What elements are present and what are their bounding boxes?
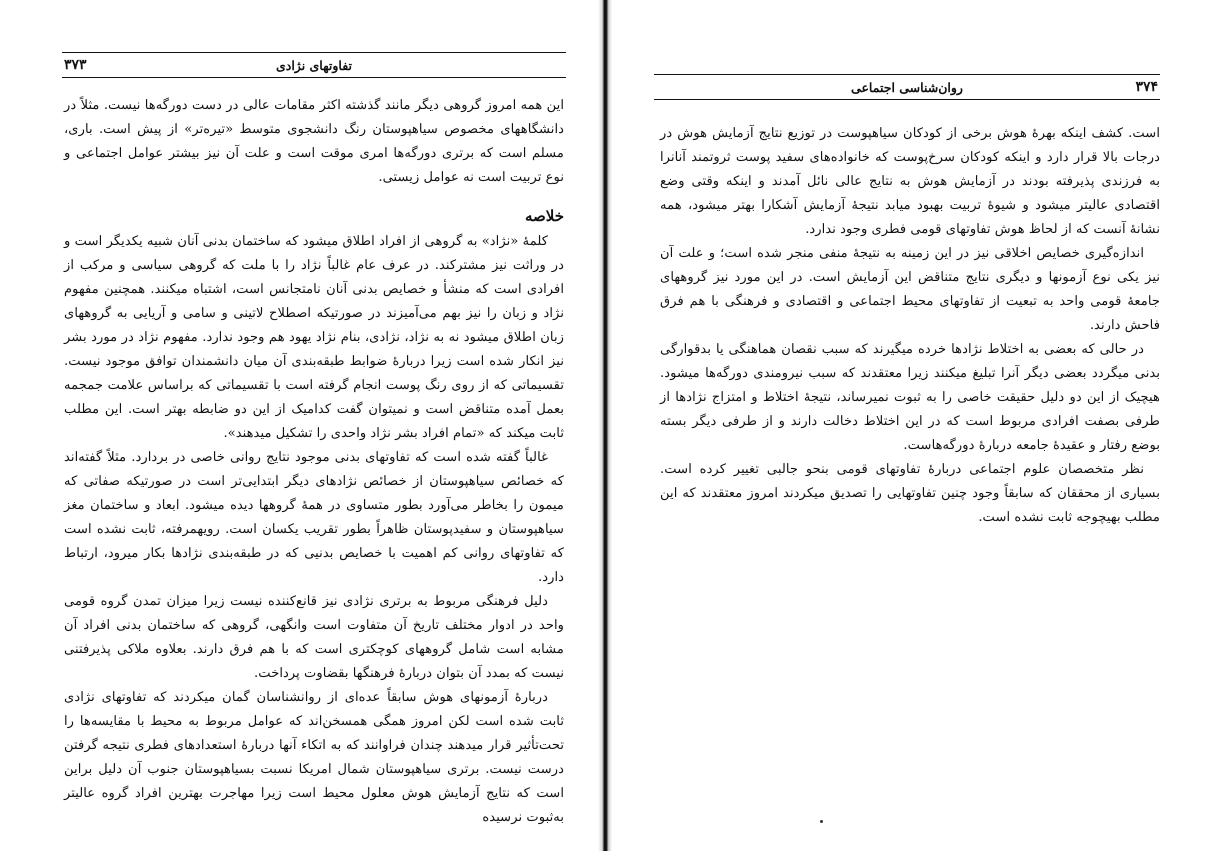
header-rule-top (654, 74, 1160, 75)
right-paragraph: اندازه‌گیری خصایص اخلاقی نیز در این زمینه به نتیجهٔ منفی منجر شده است؛ و علت آن نیز یکی نوع آزمونها و دیگری نتایج متناقض این آزمایش است. در این مورد نیز گروههای جامعهٔ قومی واحد به تبعیت از تفاوتهای محیط اجتماعی و اقتصادی و فرهنگی با هم فرق فاحش دارند. (660, 246, 1160, 333)
right-page (612, 0, 1207, 851)
left-page-number: ۳۷۳ (64, 57, 87, 73)
left-paragraph: این همه امروز گروهی دیگر مانند گذشته اکثر مقامات عالی در دست دورگه‌ها نیست. مثلاً در دانشگاههای مخصوص سیاهپوستان رنگ دانشجوی متوسط «تیره‌تر» از پیش است. باری، مسلم است که برتری دورگه‌ها امری موقت است و علت آن نیز بیشتر عوامل اجتماعی و نوع تربیت است نه عوامل زیستی. (64, 98, 564, 185)
section-title: خلاصه (524, 207, 564, 225)
right-page-body (660, 122, 1160, 530)
header-rule-top (62, 52, 566, 53)
right-paragraph: در حالی که بعضی به اختلاط نژادها خرده میگیرند که سبب نقصان هماهنگی یا بدقوارگی بدنی میگردد بعضی دیگر آنرا تبلیغ میکنند زیرا معتقدند که سبب نیرومندی دورگه‌ها میشود. هیچیک از این دو دلیل حقیقت خاصی را به ثبوت نمیرساند، نتیجهٔ اختلاط و امتزاج نژادها از طرفی بصفت افرادی مربوط است که در این اختلاط دخالت دارند و از طرفی دیگر بسته بوضع رفتار و عقیدهٔ جامعه دربارهٔ دورگه‌هاست. (660, 342, 1160, 453)
summary-paragraph: دربارهٔ آزمونهای هوش سابقاً عده‌ای از روانشناسان گمان میکردند که تفاوتهای نژادی ثابت شده است لکن امروز همگی همسخن‌اند که عوامل مربوط به محیط با مقایسه‌ها را تحت‌تأثیر قرار میدهند چندان فراوانند که به اتکاء آنها دربارهٔ استعدادهای فطری نتیجه گرفتن درست نیست. برتری سیاهپوستان شمال امریکا نسبت بسیاهپوستان جنوب آن دلیل براین است که نتایج آزمایش هوش معلول محیط است زیرا مهاجرت بهترین افراد گروه عالیتر به‌ثبوت نرسیده (64, 690, 564, 825)
book-gutter (598, 0, 612, 851)
left-page (0, 0, 598, 851)
print-speck (820, 820, 823, 823)
right-paragraph: است. کشف اینکه بهرهٔ هوش برخی از کودکان سیاهپوست در توزیع نتایج آزمایش هوش در درجات بالا قرار دارد و اینکه کودکان سرخ‌پوست که خانواده‌های سفید پوست ثروتمند آنانرا به فرزندی پذیرفته بودند در آزمایش هوش به نتایج عالی نائل آمدند و اینکه وقتی وضع اقتصادی عالیتر میشود و شیوهٔ تربیت بهبود میابد نتیجهٔ آزمایش آشکارا بهتر میشود، همه نشانهٔ آنست که از لحاظ هوش تفاوتهای قومی فطری وجود ندارد. (660, 126, 1160, 237)
header-rule-bottom (62, 77, 566, 78)
summary-paragraph: دلیل فرهنگی مربوط به برتری نژادی نیز قانع‌کننده نیست زیرا میزان تمدن گروه قومی واحد در ادوار مختلف تاریخ آن متفاوت است وانگهی، گروهی که ساختمان بدنی افراد آن مشابه است شامل گروههای کوچکتری است که با هم فرق دارند. بعلاوه ملاکی پذیرفتنی نیست که بمدد آن بتوان دربارهٔ فرهنگها بقضاوت پرداخت. (64, 594, 564, 681)
left-page-body (64, 94, 564, 830)
right-page-header (654, 74, 1160, 100)
right-header-title: روان‌شناسی اجتماعی (851, 80, 963, 95)
right-paragraph: نظر متخصصان علوم اجتماعی دربارهٔ تفاوتهای قومی بنحو جالبی تغییر کرده است. بسیاری از محققان که سابقاً وجود چنین تفاوتهایی را تصدیق میکردند امروز معتقدند که این مطلب بهیچوجه ثابت نشده است. (660, 462, 1160, 525)
header-rule-bottom (654, 99, 1160, 100)
right-page-number: ۳۷۴ (1135, 79, 1158, 95)
left-page-header (62, 52, 566, 78)
left-header-title: تفاوتهای نژادی (275, 58, 353, 73)
summary-paragraph: غالباً گفته شده است که تفاوتهای بدنی موجود نتایج روانی خاصی در بردارد. مثلاً گفته‌اند که خصائص سیاهپوستان از خصائص نژادهای دیگر ابتدایی‌تر است در صورتیکه صفاتی که میمون را بخاطر می‌آورد بطور متساوی در همهٔ گروهها دیده میشود. ابعاد و ساختمان مغز سیاهپوستان و سفیدپوستان ظاهراً بطور تقریب یکسان است. رویهمرفته، ثابت نشده است که تفاوتهای روانی کم اهمیت با خصایص بدنیی که در طبقه‌بندی نژادها بکار میرود، ارتباط دارد. (64, 450, 564, 585)
summary-paragraph: کلمهٔ «نژاد» به گروهی از افراد اطلاق میشود که ساختمان بدنی آنان شبیه یکدیگر است و در وراثت نیز مشترکند. در عرف عام غالباً نژاد را با ملت که گروهی سیاسی و مرکب از افرادی است که منشأ و خصایص بدنی آنان نامتجانس است، اشتباه میکنند. همچنین مفهوم نژاد و زبان را نیز بهم می‌آمیزند در صورتیکه اصطلاح لاتینی و سامی و آریایی به گروههای زبان اطلاق میشود نه به نژاد، نژادی، بنام نژاد یهود هم وجود ندارد. مفهوم نژاد در مورد بشر نیز انکار شده است زیرا دربارهٔ ضوابط طبقه‌بندی آن میان دانشمندان توافق موجود نیست. تقسیماتی که از روی رنگ پوست انجام گرفته است با تقسیماتی که براساس علامت جمجمه بعمل آمده متناقض است و نمیتوان گفت کدامیک از این دو ضابطه بهتر است. این مطلب ثابت میکند که «تمام افراد بشر نژاد واحدی را تشکیل میدهند». (64, 234, 564, 441)
